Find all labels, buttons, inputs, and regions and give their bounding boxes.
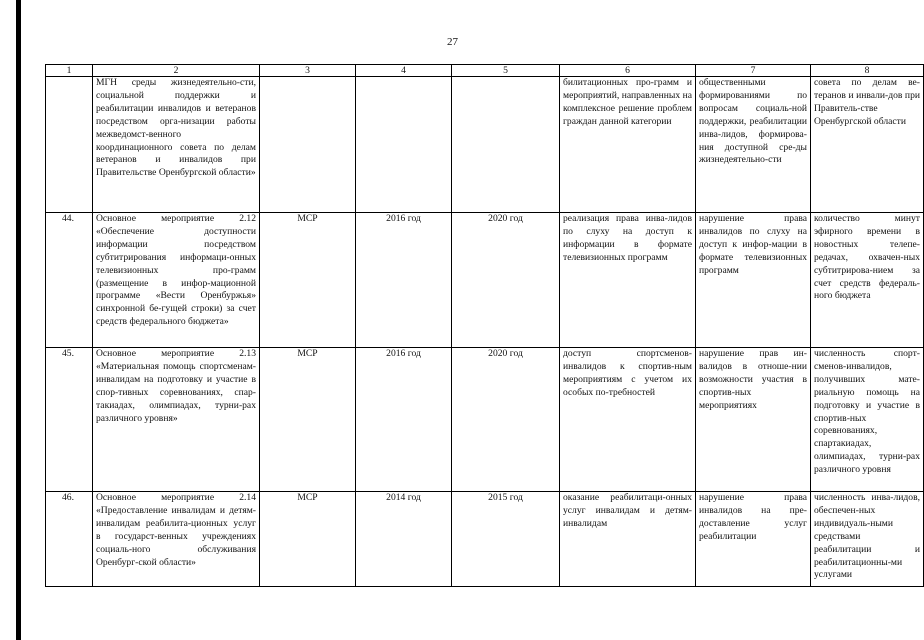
non-implementation-consequence: нарушение права инвалидов на пре-доставление услуг реабилитации [696,492,811,587]
row-number: 44. [46,213,93,348]
end-year [452,77,560,213]
executor [260,77,356,213]
table-row [46,348,924,492]
end-year: 2015 год [452,492,560,587]
header-row [46,65,924,77]
linked-indicator: численность спорт-сменов-инвалидов, получивших мате-риальную помощь на подготовку и участие в спортив-ных соревнованиях, спартакиадах, олимпиадах, турни-рах различного уровня [811,348,924,492]
non-implementation-consequence: общественными формированиями по вопросам социаль-ной поддержки, реабилитации инва-лидов, формирова-ния доступной сре-ды жизнедеятельно-сти [696,77,811,213]
table-row [46,213,924,348]
linked-indicator: совета по делам ве-теранов и инвали-дов при Правитель-стве Оренбургской области [811,77,924,213]
measure-name: Основное мероприятие 2.12 «Обеспечение доступности информации посредством субтитрирования информаци-онных телевизионных про-грамм (размещение в инфор-мационной программе «Вести Оренбуржья» синхронной бе-гущей строки) за счет средств федерального бюджета» [93,213,260,348]
end-year: 2020 год [452,213,560,348]
table-row [46,77,924,213]
start-year [356,77,452,213]
measure-name: МГН среды жизнедеятельно-сти, социальной поддержки и реабилитации инвалидов и ветеранов посредством орга-низации работы межведомст-венного координационного совета по делам ветеранов и инвалидов при Правительстве Оренбургской области» [93,77,260,213]
executor: МСР [260,213,356,348]
expected-result: билитационных про-грамм и мероприятий, направленных на комплексное решение проблем граждан данной категории [560,77,696,213]
expected-result: реализация права инва-лидов по слуху на доступ к информации в формате телевизионных программ [560,213,696,348]
column-header: 5 [452,65,560,77]
row-number [46,77,93,213]
column-header: 3 [260,65,356,77]
start-year: 2016 год [356,348,452,492]
table-row [46,492,924,587]
row-number: 46. [46,492,93,587]
executor: МСР [260,492,356,587]
executor: МСР [260,348,356,492]
binding-bar [16,0,21,640]
column-header: 4 [356,65,452,77]
program-table [45,64,924,587]
linked-indicator: количество минут эфирного времени в новостных телепе-редачах, охвачен-ных субтитрирова-нием за счет средств федераль-ного бюджета [811,213,924,348]
measure-name: Основное мероприятие 2.14 «Предоставление инвалидам и детям-инвалидам реабилита-ционных услуг в государст-венных учреждениях социаль-ного обслуживания Оренбург-ской области» [93,492,260,587]
start-year: 2014 год [356,492,452,587]
start-year: 2016 год [356,213,452,348]
expected-result: доступ спортсменов-инвалидов к спортив-ным мероприятиям с учетом их особых по-требностей [560,348,696,492]
column-header: 8 [811,65,924,77]
end-year: 2020 год [452,348,560,492]
linked-indicator: численность инва-лидов, обеспечен-ных индивидуаль-ными средствами реабилитации и реабилитационны-ми услугами [811,492,924,587]
non-implementation-consequence: нарушение прав ин-валидов в отноше-нии возможности участия в спортив-ных мероприятиях [696,348,811,492]
row-number: 45. [46,348,93,492]
expected-result: оказание реабилитаци-онных услуг инвалидам и детям-инвалидам [560,492,696,587]
column-header: 2 [93,65,260,77]
column-header: 7 [696,65,811,77]
page-number: 27 [447,36,458,48]
column-header: 1 [46,65,93,77]
non-implementation-consequence: нарушение права инвалидов по слуху на доступ к инфор-мации в формате телевизионных программ [696,213,811,348]
measure-name: Основное мероприятие 2.13 «Материальная помощь спортсменам-инвалидам на подготовку и участие в спор-тивных соревнованиях, спар-такиадах, олимпиадах, турни-рах различного уровня» [93,348,260,492]
column-header: 6 [560,65,696,77]
